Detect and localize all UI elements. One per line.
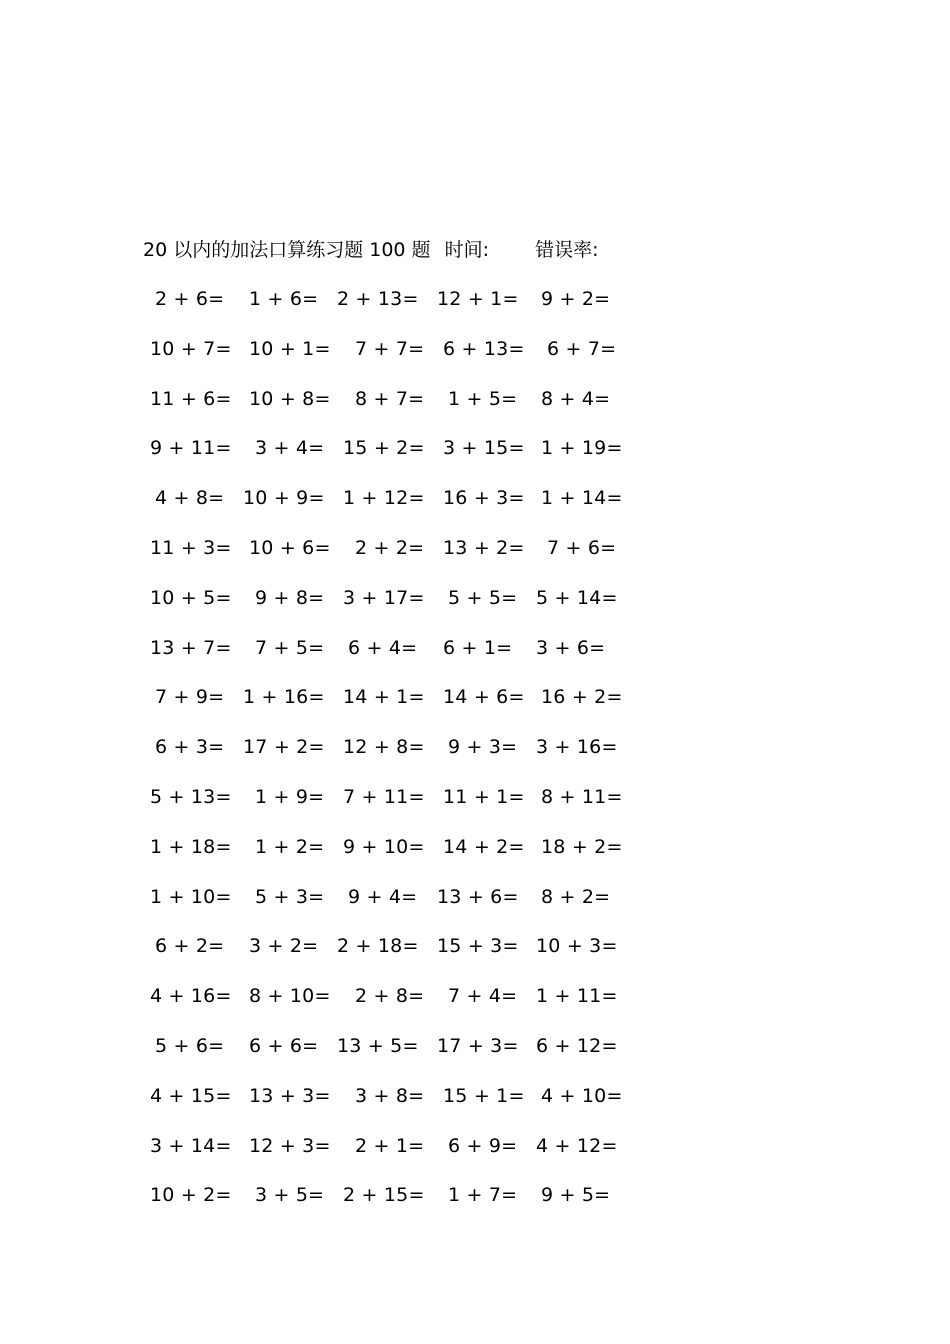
addition-problem: 6 + 12= (536, 1035, 618, 1057)
addition-problem: 8 + 7= (355, 387, 425, 410)
addition-problem: 3 + 17= (343, 586, 425, 609)
addition-problem: 3 + 8= (355, 1084, 425, 1107)
addition-problem: 5 + 13= (150, 786, 232, 808)
worksheet-title: 20 以内的加法口算练习题 100 题 (143, 239, 431, 261)
addition-problem: 3 + 16= (536, 736, 618, 759)
addition-problem: 5 + 14= (536, 586, 618, 609)
addition-problem: 1 + 14= (541, 487, 623, 510)
addition-problem: 10 + 3= (536, 935, 618, 958)
addition-problem: 2 + 2= (355, 537, 425, 559)
addition-problem: 17 + 3= (437, 1035, 519, 1057)
error-rate-label: 错误率: (535, 239, 599, 261)
addition-problem: 9 + 8= (255, 586, 325, 609)
addition-problem: 1 + 5= (448, 387, 518, 410)
addition-problem: 5 + 6= (155, 1035, 225, 1057)
addition-problem: 9 + 11= (150, 437, 232, 460)
addition-problem: 10 + 2= (150, 1184, 232, 1207)
addition-problem: 13 + 2= (443, 537, 525, 559)
addition-problem: 11 + 3= (150, 537, 232, 559)
addition-problem: 2 + 15= (343, 1184, 425, 1207)
addition-problem: 6 + 4= (348, 636, 418, 659)
addition-problem: 10 + 6= (249, 537, 331, 559)
addition-problem: 1 + 2= (255, 835, 325, 858)
addition-problem: 6 + 3= (155, 736, 225, 759)
addition-problem: 10 + 8= (249, 387, 331, 410)
addition-problem: 6 + 9= (448, 1134, 518, 1157)
addition-problem: 8 + 11= (541, 786, 623, 808)
addition-problem: 1 + 6= (249, 288, 319, 310)
addition-problem: 2 + 6= (155, 288, 225, 310)
addition-problem: 6 + 1= (443, 636, 513, 659)
addition-problem: 4 + 15= (150, 1084, 232, 1107)
addition-problem: 12 + 1= (437, 288, 519, 310)
addition-problem: 2 + 13= (337, 288, 419, 310)
addition-problem: 3 + 6= (536, 636, 606, 659)
addition-problem: 7 + 11= (343, 786, 425, 808)
addition-problem: 2 + 1= (355, 1134, 425, 1157)
addition-problem: 18 + 2= (541, 835, 623, 858)
addition-problem: 7 + 7= (355, 337, 425, 360)
addition-problem: 4 + 12= (536, 1134, 618, 1157)
addition-problem: 11 + 1= (443, 786, 525, 808)
addition-problem: 3 + 14= (150, 1134, 232, 1157)
addition-problem: 1 + 16= (243, 686, 325, 709)
addition-problem: 9 + 5= (541, 1184, 611, 1207)
addition-problem: 8 + 2= (541, 885, 611, 908)
addition-problem: 4 + 8= (155, 487, 225, 510)
addition-problem: 10 + 9= (243, 487, 325, 510)
addition-problem: 4 + 16= (150, 985, 232, 1008)
addition-problem: 15 + 1= (443, 1084, 525, 1107)
addition-problem: 9 + 2= (541, 288, 611, 310)
addition-problem: 3 + 5= (255, 1184, 325, 1207)
addition-problem: 17 + 2= (243, 736, 325, 759)
addition-problem: 6 + 6= (249, 1035, 319, 1057)
addition-problem: 4 + 10= (541, 1084, 623, 1107)
addition-problem: 2 + 18= (337, 935, 419, 958)
addition-problem: 1 + 12= (343, 487, 425, 510)
addition-problem: 10 + 5= (150, 586, 232, 609)
addition-problem: 16 + 2= (541, 686, 623, 709)
addition-problem: 9 + 3= (448, 736, 518, 759)
addition-problem: 3 + 2= (249, 935, 319, 958)
addition-problem: 6 + 13= (443, 337, 525, 360)
addition-problem: 10 + 1= (249, 337, 331, 360)
addition-problem: 6 + 7= (547, 337, 617, 360)
addition-problem: 7 + 5= (255, 636, 325, 659)
addition-problem: 3 + 4= (255, 437, 325, 460)
addition-problem: 3 + 15= (443, 437, 525, 460)
addition-problem: 13 + 7= (150, 636, 232, 659)
addition-problem: 12 + 3= (249, 1134, 331, 1157)
addition-problem: 1 + 7= (448, 1184, 518, 1207)
addition-problem: 12 + 8= (343, 736, 425, 759)
addition-problem: 10 + 7= (150, 337, 232, 360)
addition-problem: 13 + 3= (249, 1084, 331, 1107)
addition-problem: 5 + 5= (448, 586, 518, 609)
addition-problem: 7 + 4= (448, 985, 518, 1008)
addition-problem: 1 + 18= (150, 835, 232, 858)
addition-problem: 11 + 6= (150, 387, 232, 410)
addition-problem: 13 + 6= (437, 885, 519, 908)
addition-problem: 2 + 8= (355, 985, 425, 1008)
addition-problem: 1 + 11= (536, 985, 618, 1008)
addition-problem: 15 + 2= (343, 437, 425, 460)
addition-problem: 1 + 19= (541, 437, 623, 460)
addition-problem: 6 + 2= (155, 935, 225, 958)
addition-problem: 5 + 3= (255, 885, 325, 908)
addition-problem: 14 + 2= (443, 835, 525, 858)
addition-problem: 9 + 4= (348, 885, 418, 908)
addition-problem: 16 + 3= (443, 487, 525, 510)
time-label: 时间: (444, 239, 490, 261)
addition-problem: 1 + 9= (255, 786, 325, 808)
addition-problem: 13 + 5= (337, 1035, 419, 1057)
addition-problem: 1 + 10= (150, 885, 232, 908)
addition-problem: 14 + 6= (443, 686, 525, 709)
addition-problem: 14 + 1= (343, 686, 425, 709)
addition-problem: 8 + 4= (541, 387, 611, 410)
addition-problem: 7 + 9= (155, 686, 225, 709)
addition-problem: 9 + 10= (343, 835, 425, 858)
addition-problem: 8 + 10= (249, 985, 331, 1008)
addition-problem: 15 + 3= (437, 935, 519, 958)
addition-problem: 7 + 6= (547, 537, 617, 559)
